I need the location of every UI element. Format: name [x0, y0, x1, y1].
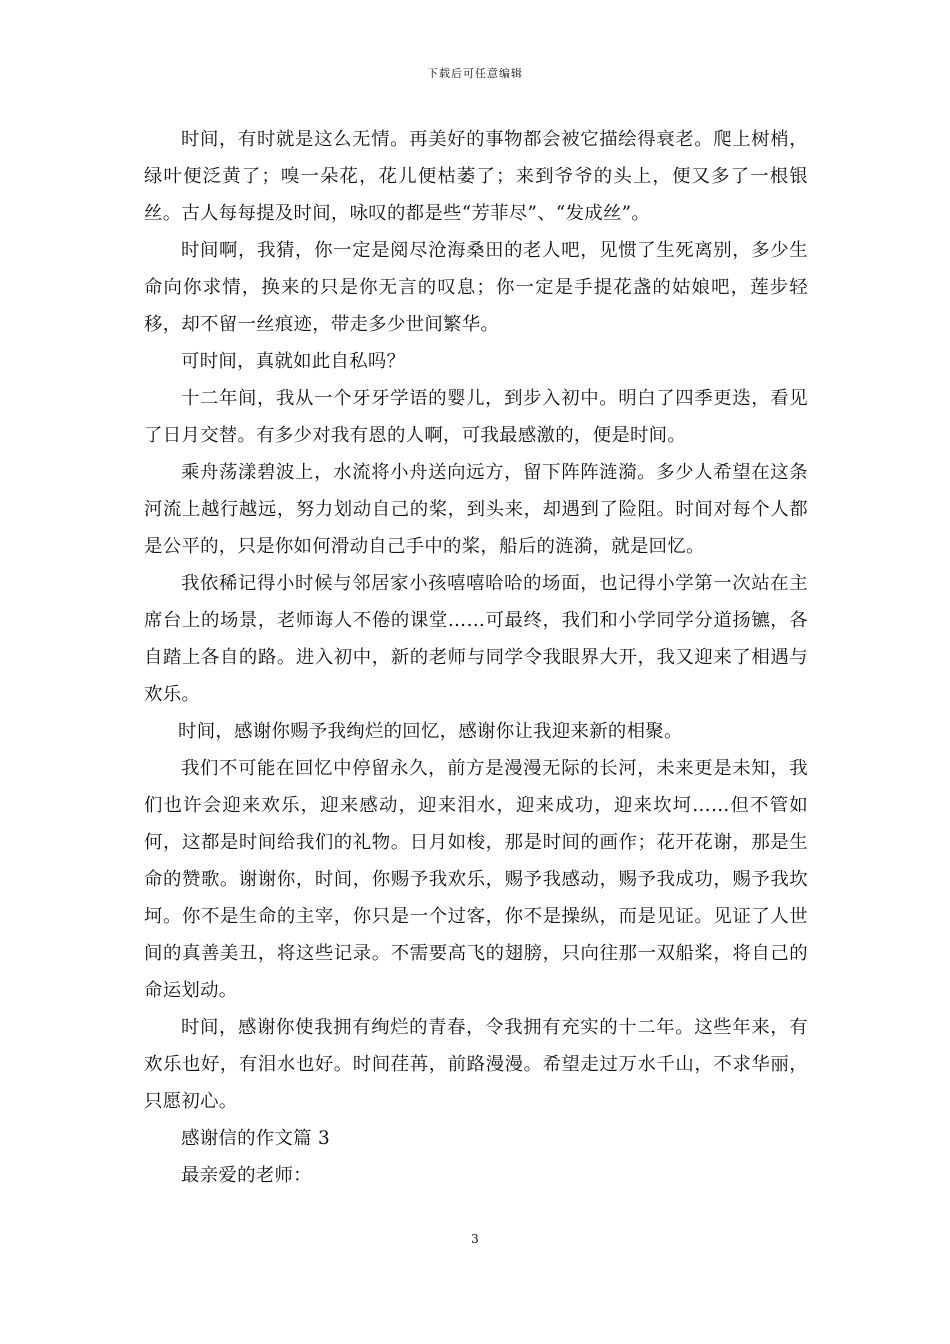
paragraph-6: 我依稀记得小时候与邻居家小孩嘻嘻哈哈的场面，也记得小学第一次站在主席台上的场景，老师诲人不倦的课堂……可最终，我们和小学同学分道扬镳，各自踏上各自的路。进入初中，新的老师与同学令我眼界大开，我又迎来了相遇与欢乐。	[144, 573, 808, 705]
paragraph-2: 时间啊，我猜，你一定是阅尽沧海桑田的老人吧，见惯了生死离别，多少生命向你求情，换来的只是你无言的叹息；你一定是手提花盏的姑娘吧，莲步轻移，却不留一丝痕迹，带走多少世间繁华。	[144, 240, 808, 335]
paragraph-9: 时间，感谢你使我拥有绚烂的青春，令我拥有充实的十二年。这些年来，有欢乐也好，有泪水也好。时间荏苒，前路漫漫。希望走过万水千山，不求华丽，只愿初心。	[144, 1017, 808, 1112]
paragraph-7: 时间，感谢你赐予我绚烂的回忆，感谢你让我迎来新的相聚。	[178, 721, 683, 742]
page-number: 3	[471, 1232, 479, 1246]
page-header: 下载后可任意编辑	[427, 67, 523, 80]
document-body	[144, 121, 808, 1194]
paragraph-3: 可时间，真就如此自私吗？	[181, 351, 406, 372]
paragraph-5: 乘舟荡漾碧波上，水流将小舟送向远方，留下阵阵涟漪。多少人希望在这条河流上越行越远，努力划动自己的桨，到头来，却遇到了险阻。时间对每个人都是公平的，只是你如何滑动自己手中的桨，船后的涟漪，就是回忆。	[144, 462, 808, 557]
paragraph-1: 时间，有时就是这么无情。再美好的事物都会被它描绘得衰老。爬上树梢，绿叶便泛黄了；嗅一朵花，花儿便枯萎了；来到爷爷的头上，便又多了一根银丝。古人每每提及时间，咏叹的都是些“芳菲尽”、“发成丝”。	[144, 129, 808, 224]
paragraph-8: 我们不可能在回忆中停留永久，前方是漫漫无际的长河，未来更是未知，我们也许会迎来欢乐，迎来感动，迎来泪水，迎来成功，迎来坎坷……但不管如何，这都是时间给我们的礼物。日月如梭，那是时间的画作；花开花谢，那是生命的赞歌。谢谢你，时间，你赐予我欢乐，赐予我感动，赐予我成功，赐予我坎坷。你不是生命的主宰，你只是一个过客，你不是操纵，而是见证。见证了人世间的真善美丑，将这些记录。不需要高飞的翅膀，只向往那一双船桨，将自己的命运划动。	[144, 758, 808, 1001]
section-heading: 感谢信的作文篇 3	[181, 1128, 330, 1149]
paragraph-4: 十二年间，我从一个牙牙学语的婴儿，到步入初中。明白了四季更迭，看见了日月交替。有多少对我有恩的人啊，可我最感激的，便是时间。	[144, 388, 808, 446]
letter-salutation: 最亲爱的老师：	[181, 1165, 312, 1186]
